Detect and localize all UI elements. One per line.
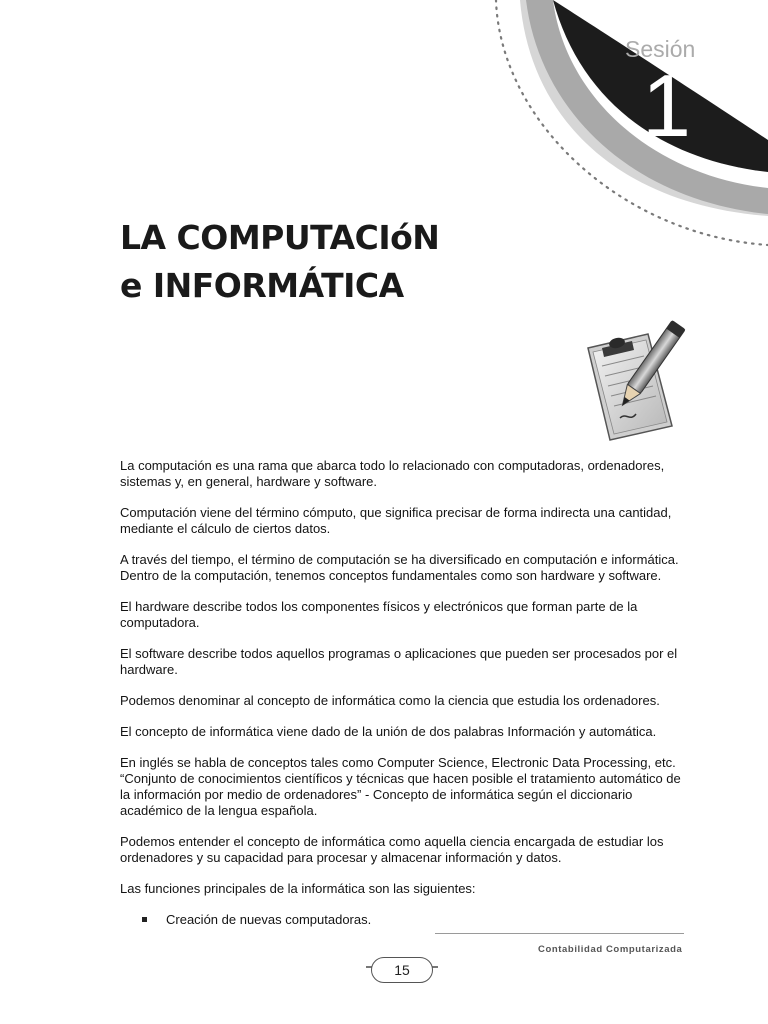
- paragraph: El concepto de informática viene dado de la unión de dos palabras Información y automática.: [120, 724, 657, 739]
- page-number-badge: [371, 957, 433, 983]
- page-number: 15: [394, 962, 410, 978]
- paragraph: Computación viene del término cómputo, que significa precisar de forma indirecta una cantidad, mediante el cálculo de ciertos datos.: [120, 505, 672, 536]
- page-title: [120, 214, 439, 310]
- functions-list: [120, 912, 686, 928]
- paragraph: Podemos entender el concepto de informática como aquella ciencia encargada de estudiar los ordenadores y su capacidad para procesar y almacenar información y datos.: [120, 834, 664, 865]
- list-item: Creación de nuevas computadoras.: [142, 912, 686, 928]
- body-content: [120, 458, 686, 928]
- clipboard-pencil-icon: [580, 316, 690, 441]
- session-number: 1: [642, 56, 691, 155]
- session-label: Sesión: [625, 36, 696, 62]
- paragraph: El hardware describe todos los componentes físicos y electrónicos que forman parte de la computadora.: [120, 599, 638, 630]
- paragraph: El software describe todos aquellos programas o aplicaciones que pueden ser procesados por el hardware.: [120, 646, 678, 677]
- paragraph: La computación es una rama que abarca todo lo relacionado con computadoras, ordenadores, sistemas y, en general, hardware y software.: [120, 458, 665, 489]
- title-line-1: LA COMPUTACIóN: [120, 218, 440, 257]
- paragraph: A través del tiempo, el término de computación se ha diversificado en computación e informática. Dentro de la computación, tenemos conceptos fundamentales como son hardware y software.: [120, 552, 679, 583]
- footer-book-title: Contabilidad Computarizada: [538, 944, 683, 955]
- paragraph: Las funciones principales de la informática son las siguientes:: [120, 881, 476, 896]
- footer-divider: [435, 933, 684, 934]
- paragraph: En inglés se habla de conceptos tales como Computer Science, Electronic Data Processing, etc. “Conjunto de conocimientos científicos y técnicas que hacen posible el tratamiento automático de la información por medio de ordenadores” - Concepto de informática según el diccionario académico de la lengua española.: [120, 755, 681, 818]
- title-line-2: e INFORMÁTICA: [120, 266, 404, 305]
- paragraph: Podemos denominar al concepto de informática como la ciencia que estudia los ordenadores.: [120, 693, 660, 708]
